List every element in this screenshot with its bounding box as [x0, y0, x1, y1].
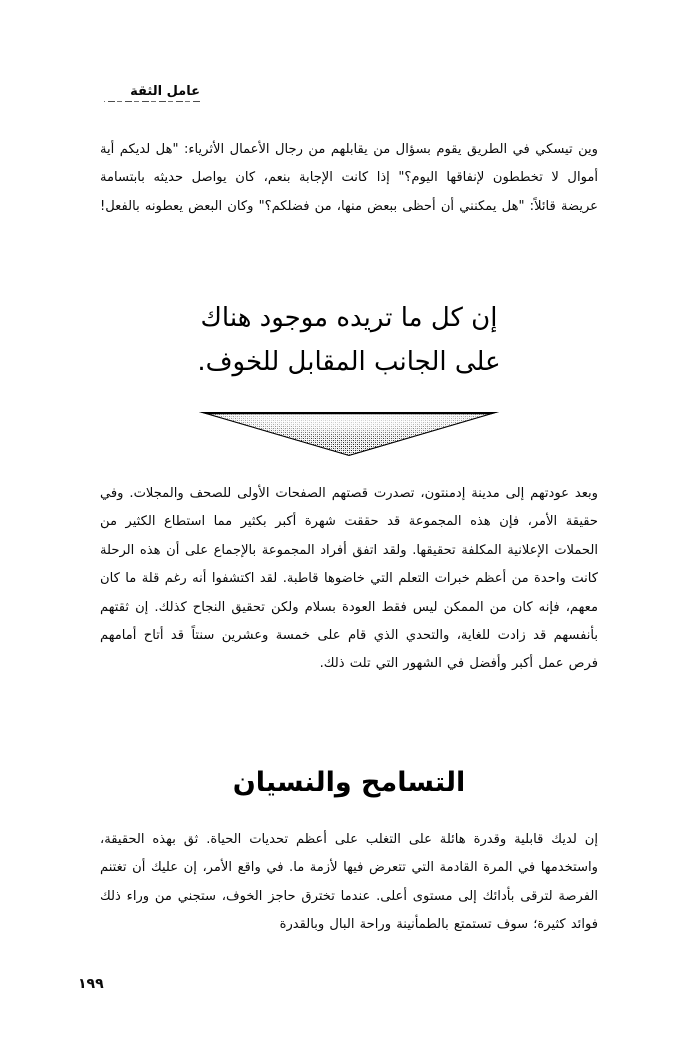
running-header-title: عامل الثقة [130, 84, 200, 99]
section-heading [100, 766, 598, 800]
pull-quote-line-1: إن كل ما تريده موجود هناك [200, 303, 498, 333]
downward-triangle-icon [199, 410, 499, 458]
body-paragraph-2 [100, 480, 598, 679]
page-number: ١٩٩ [78, 976, 104, 992]
paragraph-text: إن لديك قابلية وقدرة هائلة على التغلب على أعظم تحديات الحياة. ثق بهذه الحقيقة، واستخدمها في المرة القادمة التي تتعرض فيها لأزمة ما. في واقع الأمر، إن عليك أن تغتنم الفرصة لترقى بأدائك إلى مستوى أعلى. عندما تخترق حاجز الخوف، ستجني من وراء ذلك فوائد كثيرة؛ سوف تستمتع بالطمأنينة وراحة البال وبالقدرة [100, 832, 598, 933]
running-header-rule [104, 101, 200, 102]
paragraph-text: وبعد عودتهم إلى مدينة إدمنتون، تصدرت قصتهم الصفحات الأولى للصحف والمجلات. وفي حقيقة الأمر، فإن هذه المجموعة قد حققت شهرة أكبر بكثير مما استطاع الكثير من الحملات الإعلانية المكلفة تحقيقها. ولقد اتفق أفراد المجموعة بالإجماع على أن هذه الرحلة كانت واحدة من أعظم خبرات التعلم التي خاضوها قاطبة. لقد اكتشفوا أنه رغم قلة ما كان معهم، فإنه كان من الممكن ليس فقط العودة بسلام ولكن تحقيق النجاح كذلك. إن ثقتهم بأنفسهم قد زادت للغاية، والتحدي الذي قام على خمسة وعشرين سنتاً قد أتاح أمامهم فرص عمل أكبر وأفضل في الشهور التي تلت ذلك. [100, 486, 598, 672]
paragraph-text: وين تيسكي في الطريق يقوم بسؤال من يقابلهم من رجال الأعمال الأثرياء: "هل لديكم أية أموال لا تخططون لإنفاقها اليوم؟" إذا كانت الإجابة بنعم، كان يواصل حديثه بابتسامة عريضة قائلاً: "هل يمكنني أن أحظى ببعض منها، من فضلكم؟" وكان البعض يعطونه بالفعل! [100, 142, 598, 214]
triangle-ornament [0, 410, 698, 458]
body-paragraph-3 [100, 826, 598, 940]
pull-quote [100, 296, 598, 384]
running-header [100, 80, 200, 102]
body-paragraph-1 [100, 136, 598, 221]
section-heading-text: التسامح والنسيان [232, 767, 466, 798]
pull-quote-line-2: على الجانب المقابل للخوف. [197, 347, 501, 377]
